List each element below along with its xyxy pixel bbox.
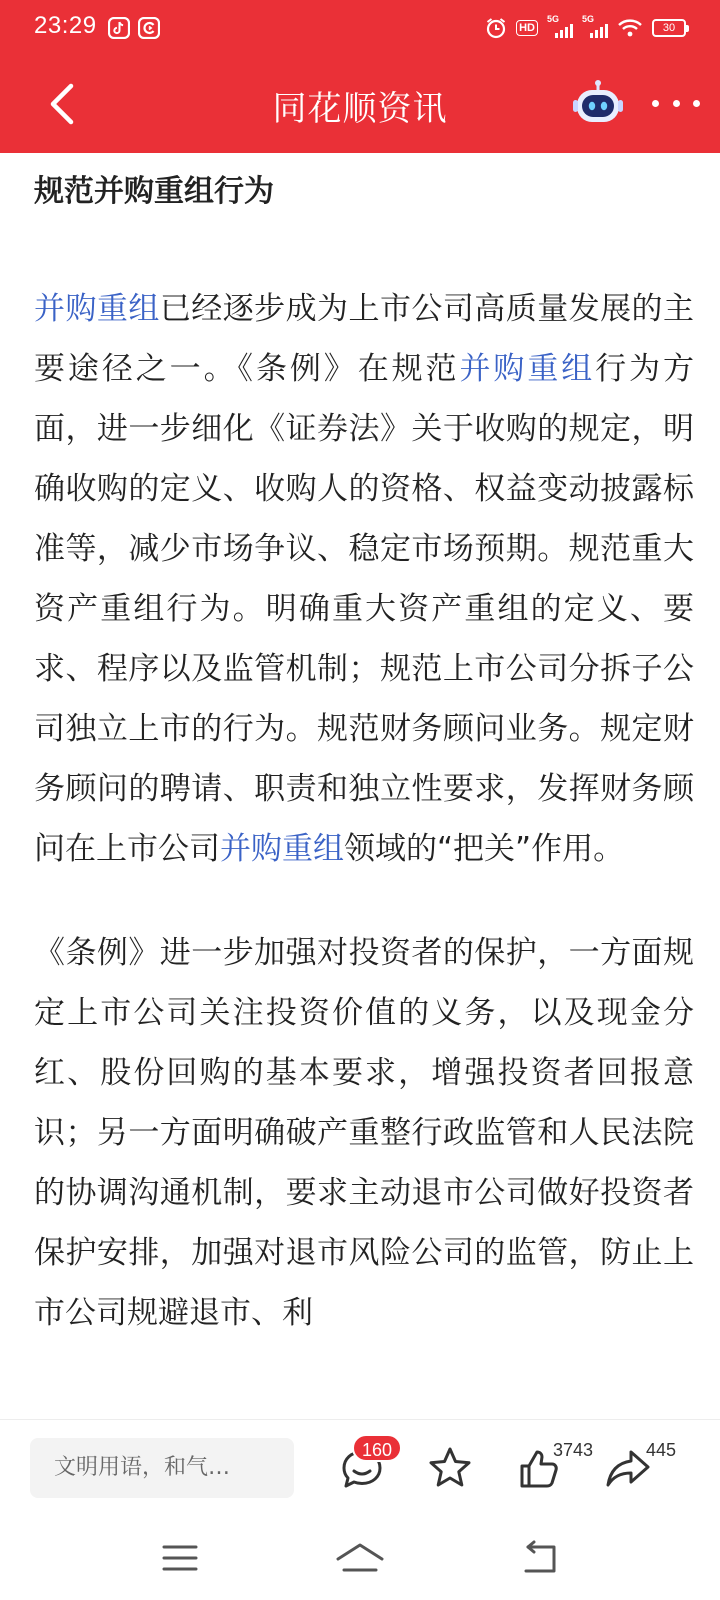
paragraph-text: 已经逐步成为上市公司高质量发展的主要途径之一。《条例》在规范	[34, 291, 694, 387]
more-dot	[652, 100, 659, 107]
comment-input[interactable]: 文明用语，和气…	[30, 1438, 294, 1498]
article-body	[34, 153, 694, 1419]
article-paragraph	[34, 279, 694, 879]
app-header	[0, 0, 720, 153]
system-menu-button[interactable]	[150, 1533, 210, 1583]
status-time: 23:29	[34, 12, 97, 39]
ai-assistant-button[interactable]	[572, 78, 624, 130]
home-icon	[330, 1533, 390, 1583]
favorite-button[interactable]	[422, 1440, 478, 1496]
alarm-icon	[485, 17, 507, 39]
more-dot	[673, 100, 680, 107]
article-paragraph	[34, 923, 694, 1343]
system-navigation-bar	[0, 1523, 720, 1600]
battery-indicator: 30	[652, 19, 686, 37]
star-icon	[422, 1440, 478, 1496]
comment-count-badge: 160	[352, 1434, 402, 1462]
app-notification-icon	[138, 17, 160, 39]
wifi-icon	[617, 18, 643, 38]
section-title: 规范并购重组行为	[34, 174, 274, 209]
more-dot	[693, 100, 700, 107]
paragraph-text: 行为方面，进一步细化《证券法》关于收购的规定，明确收购的定义、收购人的资格、权益变动披露标准等，减少市场争议、稳定市场预期。规范重大资产重组行为。明确重大资产重组的定义、要求、程序以及监管机制；规范上市公司分拆子公司独立上市的行为。规范财务顾问业务。规定财务顾问的聘请、职责和独立性要求，发挥财务顾问在上市公司	[34, 351, 694, 867]
status-right-group	[485, 14, 686, 42]
signal-5g-1: 5G	[547, 18, 573, 38]
nav-bar	[0, 58, 720, 153]
system-back-button[interactable]	[510, 1533, 570, 1583]
paragraph-text: 领域的“把关”作用。	[344, 831, 625, 867]
signal-5g-2: 5G	[582, 18, 608, 38]
topic-link[interactable]: 并购重组	[459, 351, 596, 387]
more-button[interactable]	[652, 88, 700, 118]
status-bar	[0, 0, 720, 58]
system-home-button[interactable]	[330, 1533, 390, 1583]
menu-lines-icon	[150, 1533, 210, 1583]
tiktok-notification-icon	[108, 17, 130, 39]
like-count: 3743	[553, 1440, 594, 1460]
paragraph-text: 《条例》进一步加强对投资者的保护，一方面规定上市公司关注投资价值的义务，以及现金分红、股份回购的基本要求，增强投资者回报意识；另一方面明确破产重整行政监管和人民法院的协调沟通机制，要求主动退市公司做好投资者保护安排，加强对退市风险公司的监管，防止上市公司规避退市、利	[34, 935, 694, 1331]
page-title: 同花顺资讯	[272, 89, 448, 129]
topic-link[interactable]: 并购重组	[34, 291, 160, 327]
back-arrow-icon	[510, 1533, 570, 1583]
share-count: 445	[646, 1440, 677, 1460]
hd-indicator: HD	[516, 20, 538, 36]
topic-link[interactable]: 并购重组	[220, 831, 344, 867]
article-action-bar	[0, 1419, 720, 1523]
robot-icon	[572, 78, 624, 130]
